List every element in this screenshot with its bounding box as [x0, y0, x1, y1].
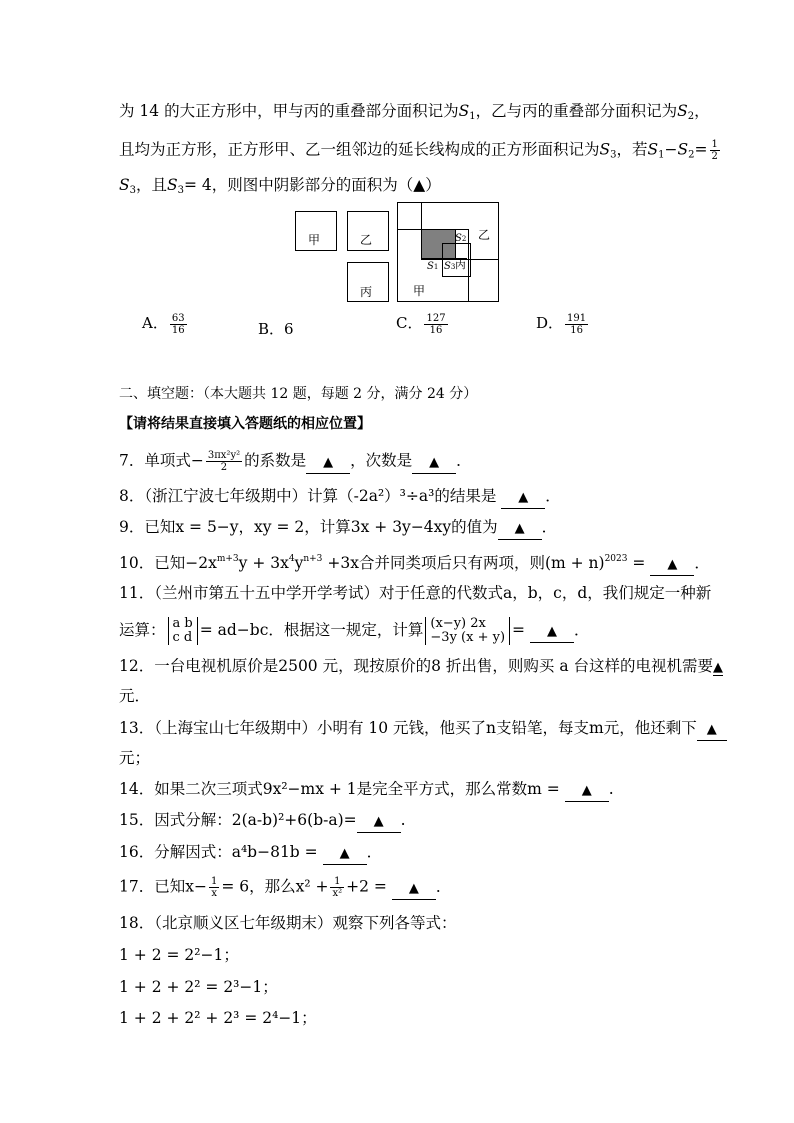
answer-blank[interactable]: ▲ [565, 781, 609, 802]
determinant [168, 617, 198, 645]
question-text: +3x合并同类项后只有两项，则(m + n) [322, 554, 605, 572]
fraction [330, 876, 344, 899]
fraction-denominator: 2 [711, 151, 718, 162]
s-symbol: S [444, 261, 451, 272]
option-a [142, 312, 189, 336]
superscript: m+3 [216, 554, 239, 564]
question-15 [119, 810, 406, 833]
subscript: 2 [687, 111, 695, 122]
question-text: = [512, 621, 526, 639]
question-text: 的系数是 [244, 451, 307, 470]
question-text: +2 = [346, 877, 387, 896]
label-yi: 乙 [478, 228, 491, 242]
option-label: C． [396, 314, 423, 332]
s-symbol: S [677, 102, 688, 120]
intro-text: ，若 [616, 140, 648, 159]
question-text: = ad−bc．根据这一规定，计算 [199, 621, 424, 639]
s-symbol: S [458, 102, 470, 120]
fraction [424, 313, 447, 336]
divider [442, 243, 443, 275]
question-18: 18．（北京顺义区七年级期末）观察下列各等式： [119, 914, 457, 932]
label-s2 [455, 233, 466, 244]
subscript: 2 [688, 149, 695, 161]
intro-line-2 [119, 139, 722, 166]
answer-blank[interactable]: ▲ [392, 879, 436, 900]
intro-text: − [664, 140, 678, 159]
question-14 [119, 779, 614, 802]
question-text: ． [694, 554, 710, 572]
question-8 [119, 486, 561, 509]
option-label: D． [536, 314, 564, 332]
determinant [425, 617, 510, 645]
question-text: 17．已知x− [119, 877, 207, 896]
fraction [565, 313, 588, 336]
question-text: 8．（浙江宁波七年级期中）计算（-2a²）³÷a³的结果是 [119, 487, 497, 505]
matrix-row: (x−y) 2x [430, 616, 486, 631]
fraction-numerator: 1 [330, 876, 344, 888]
fraction [710, 139, 720, 162]
option-label: A． [142, 314, 168, 332]
fraction-denominator: 16 [171, 324, 185, 336]
subscript: 3 [177, 185, 185, 196]
question-text: y + 3x [238, 554, 289, 572]
answer-blank[interactable]: ▲ [498, 519, 542, 540]
section-note: 【请将结果直接填入答题纸的相应位置】 [119, 416, 371, 432]
answer-blank[interactable]: ▲ [650, 555, 694, 576]
equation-2: 1 + 2 + 2² = 2³−1； [119, 978, 278, 996]
subscript: 1 [469, 111, 476, 122]
s-symbol: S [647, 140, 659, 159]
question-13-line-1 [119, 718, 727, 741]
intro-text: = [694, 140, 708, 159]
intro-text: 且均为正方形，正方形甲、乙一组邻边的延长线构成的正方形面积记为 [119, 140, 600, 159]
fraction-denominator: x [211, 888, 217, 899]
matrix-row: a b [172, 616, 193, 631]
subscript: 2 [461, 235, 467, 243]
fraction-numerator: 127 [426, 312, 446, 324]
fraction-numerator: 63 [171, 312, 185, 324]
fraction [209, 876, 219, 899]
fraction-numerator: 1 [711, 139, 718, 150]
question-12-line-1 [119, 656, 723, 678]
option-d [536, 312, 590, 336]
fraction [206, 450, 242, 473]
answer-blank[interactable]: ▲ [697, 720, 727, 741]
question-text: ． [541, 518, 558, 536]
subscript: 3 [450, 263, 456, 271]
label-yi: 乙 [360, 233, 373, 247]
section-title: 二、填空题：（本大题共 12 题，每题 2 分，满分 24 分） [119, 386, 478, 402]
question-text: . [400, 811, 406, 829]
s-symbol: S [427, 261, 434, 272]
question-12-line-2: 元． [119, 687, 151, 705]
question-text: ，次数是 [350, 451, 413, 470]
answer-blank[interactable]: ▲ [412, 453, 456, 474]
intro-line-1 [119, 101, 710, 127]
question-13-line-2: 元； [119, 749, 151, 767]
question-text: ． [366, 843, 383, 861]
subscript: 1 [433, 263, 439, 271]
subscript: 3 [610, 149, 617, 161]
fraction-numerator: 1 [210, 876, 218, 887]
superscript: n+3 [303, 554, 323, 564]
fraction [170, 313, 187, 336]
superscript: 4 [288, 554, 295, 564]
answer-blank[interactable]: ▲ [530, 622, 574, 643]
option-label: B．6 [258, 320, 294, 338]
intro-text: ， [694, 102, 710, 120]
answer-blank[interactable]: ▲ [306, 453, 350, 474]
label-bing: 丙 [360, 285, 373, 299]
question-text: 13．（上海宝山七年级期中）小明有 10 元钱，他买了n支铅笔，每支m元，他还剩下 [119, 719, 697, 737]
label-s1 [427, 261, 438, 272]
option-b [258, 318, 294, 339]
question-text: 9．已知x = 5−y，xy = 2，计算3x + 3y−4xy的值为 [119, 518, 498, 536]
question-9 [119, 517, 557, 540]
option-c [396, 312, 450, 336]
intro-line-3 [119, 175, 441, 201]
label-jia: 甲 [413, 284, 426, 298]
question-text: 7．单项式− [119, 451, 204, 470]
intro-text: ，乙与丙的重叠部分面积记为 [475, 102, 678, 120]
intro-text: = 4，则图中阴影部分的面积为（▲） [184, 176, 441, 194]
subscript: 3 [129, 185, 136, 196]
fraction-numerator: 191 [567, 312, 587, 324]
question-text: 14．如果二次三项式9x²−mx + 1是完全平方式，那么常数m = [119, 780, 560, 798]
answer-blank[interactable]: ▲ [712, 660, 723, 675]
answer-blank[interactable]: ▲ [357, 812, 401, 833]
fraction-denominator: 16 [570, 324, 583, 336]
question-16 [119, 842, 382, 865]
answer-blank[interactable]: ▲ [501, 488, 545, 509]
question-text: y [294, 554, 304, 572]
question-text: ． [456, 451, 472, 470]
label-bing: 丙 [455, 258, 466, 271]
question-7 [119, 450, 472, 474]
s-symbol: S [677, 140, 689, 159]
s-symbol: S [119, 176, 130, 194]
superscript: 2023 [604, 554, 628, 564]
equation-1: 1 + 2 = 2²−1； [119, 946, 239, 964]
question-text: 10．已知−2x [119, 554, 217, 572]
fraction-denominator: 16 [429, 324, 443, 336]
answer-blank[interactable]: ▲ [323, 844, 367, 865]
fraction-numerator: 3πx²y² [207, 450, 241, 461]
question-10 [119, 549, 710, 576]
question-17 [119, 876, 451, 900]
question-11-line-1: 11．（兰州市第五十五中学开学考试）对于任意的代数式a，b，c，d，我们规定一种新 [119, 584, 712, 602]
question-text: 16．分解因式：a⁴b−81b = [119, 843, 318, 861]
question-11-line-2 [119, 617, 589, 645]
matrix-row: −3y (x + y) [430, 630, 506, 645]
label-s3 [444, 261, 455, 272]
question-text: = 6，那么x² + [221, 877, 329, 896]
intro-text: 为 14 的大正方形中，甲与丙的重叠部分面积记为 [119, 102, 459, 120]
question-text: ． [573, 621, 590, 639]
equation-3: 1 + 2 + 2² + 2³ = 2⁴−1； [119, 1009, 317, 1027]
question-text: 运算： [119, 621, 166, 639]
s-symbol: S [599, 140, 611, 159]
s-symbol: S [455, 233, 462, 244]
intro-text: ，且 [136, 176, 168, 194]
fraction-denominator: x² [332, 888, 343, 899]
question-text: ． [545, 487, 561, 505]
question-text: ． [435, 877, 452, 896]
matrix-row: c d [172, 630, 193, 645]
question-text: 12．一台电视机原价是2500 元，现按原价的8 折出售，则购买 a 台这样的电视机需要 [119, 657, 713, 675]
question-text: . [608, 780, 614, 798]
question-text: = [627, 554, 646, 572]
subscript: 1 [658, 149, 665, 161]
label-jia: 甲 [308, 233, 321, 247]
fraction-denominator: 2 [220, 462, 228, 473]
s-symbol: S [167, 176, 178, 194]
question-text: 15．因式分解：2(a-b)²+6(b-a)= [119, 811, 357, 829]
